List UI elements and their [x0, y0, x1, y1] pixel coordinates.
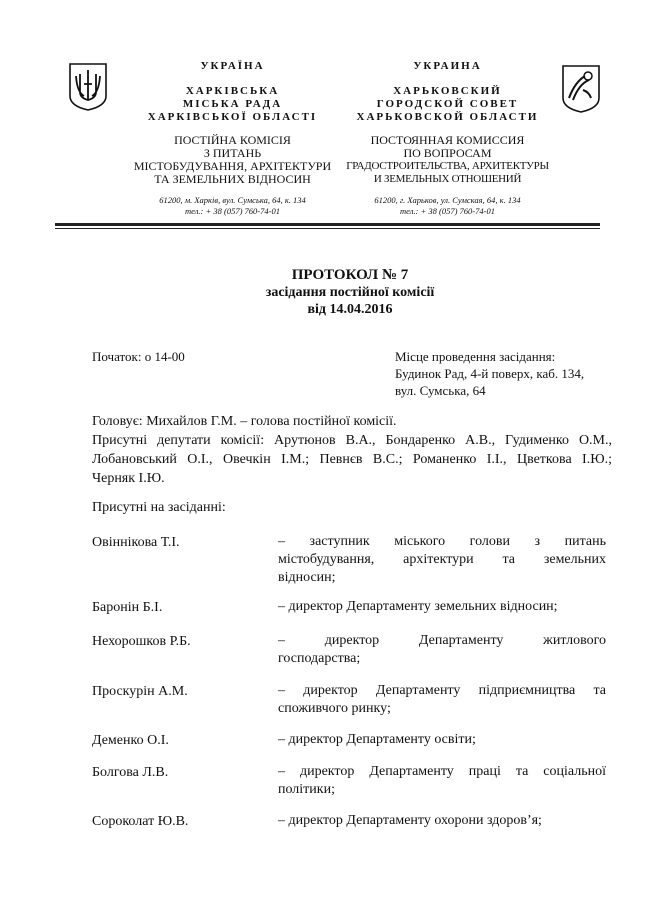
start-time: Початок: о 14-00 [92, 349, 185, 364]
attendee-role [278, 731, 606, 749]
attendee-name: Нехорошков Р.Б. [92, 634, 191, 649]
deputies-line2: Лобановський О.І., Овечкін І.М.; Певнєв В.С.; Романенко І.І., Цветкова І.Ю.; [92, 452, 612, 467]
commission-right-line1: ПОСТОЯННАЯ КОМИССИЯ [370, 133, 525, 147]
protocol-title: ПРОТОКОЛ № 7 [291, 267, 409, 283]
council-right-line2: ГОРОДСКОЙ СОВЕТ [376, 98, 519, 110]
country-right: УКРАИНА [413, 60, 482, 72]
protocol-subtitle: засідання постійної комісії [265, 285, 435, 300]
council-left-line2: МІСЬКА РАДА [182, 98, 283, 110]
role-line: – директор Департаменту праці та соціальної [278, 764, 606, 779]
attendee-name: Болгова Л.В. [92, 765, 169, 780]
header-left [125, 60, 340, 217]
role-line: політики; [278, 782, 335, 797]
place-line2: вул. Сумська, 64 [395, 383, 486, 398]
attendee-role [278, 682, 606, 718]
attendee-role [278, 598, 606, 616]
place-line1: Будинок Рад, 4-й поверх, каб. 134, [395, 366, 585, 381]
attendee-role [278, 812, 606, 830]
role-line: – директор Департаменту підприємництва та [278, 683, 606, 698]
deputies-line1: Присутні депутати комісії: Арутюнов В.А., Бондаренко А.В., Гудименко О.М., [92, 433, 612, 448]
commission-left-line1: ПОСТІЙНА КОМІСІЯ [174, 133, 291, 147]
role-line: споживчого ринку; [278, 701, 391, 716]
attendee-name: Сороколат Ю.В. [92, 814, 189, 829]
phone-left: тел.: + 38 (057) 760-74-01 [185, 206, 280, 216]
attendee-name: Баронін Б.І. [92, 600, 163, 615]
meeting-place [395, 348, 584, 399]
deputies-line3: Черняк І.Ю. [92, 471, 165, 486]
ukraine-trident-emblem [68, 62, 108, 112]
attendance-block [92, 412, 612, 488]
attendee-name: Овіннікова Т.І. [92, 535, 180, 550]
attendee-name: Деменко О.І. [92, 733, 169, 748]
commission-left-line3: МІСТОБУДУВАННЯ, АРХІТЕКТУРИ [133, 159, 332, 173]
role-line: містобудування, архітектури та земельних [278, 552, 606, 567]
attendee-name: Проскурін А.М. [92, 684, 188, 699]
attendees-heading: Присутні на засіданні: [92, 500, 226, 515]
header-rule-thin [55, 228, 600, 229]
chair-line: Головує: Михайлов Г.М. – голова постійної комісії. [92, 414, 397, 429]
council-left-line3: ХАРКІВСЬКОЇ ОБЛАСТІ [147, 111, 318, 123]
commission-left-line2: З ПИТАНЬ [203, 146, 262, 160]
commission-right-line2: ПО ВОПРОСАМ [403, 146, 492, 160]
role-line: господарства; [278, 651, 361, 666]
role-line: – директор Департаменту земельних відносин; [278, 599, 558, 614]
commission-left-line4: ТА ЗЕМЕЛЬНИХ ВІДНОСИН [154, 172, 311, 186]
role-line: відносин; [278, 570, 336, 585]
header-right [340, 60, 555, 217]
address-right: 61200, г. Харьков, ул. Сумская, 64, к. 134 [374, 195, 521, 205]
role-line: – директор Департаменту охорони здоров’я; [278, 813, 542, 828]
address-left: 61200, м. Харків, вул. Сумська, 64, к. 134 [159, 195, 306, 205]
country-left: УКРАЇНА [200, 60, 265, 72]
role-line: – директор Департаменту житлового [278, 633, 606, 648]
council-left-line1: ХАРКІВСЬКА [185, 85, 280, 97]
attendee-role [278, 533, 606, 587]
header-rule-thick [55, 223, 600, 226]
council-right-line1: ХАРЬКОВСКИЙ [393, 85, 502, 97]
attendee-role [278, 763, 606, 799]
role-line: – директор Департаменту освіти; [278, 732, 476, 747]
kharkiv-city-emblem [561, 64, 601, 114]
commission-right-line3: ГРАДОСТРОИТЕЛЬСТВА, АРХИТЕКТУРЫ [346, 160, 549, 172]
council-right-line3: ХАРЬКОВСКОЙ ОБЛАСТИ [356, 111, 539, 123]
phone-right: тел.: + 38 (057) 760-74-01 [400, 206, 495, 216]
place-label: Місце проведення засідання: [395, 349, 556, 364]
commission-right-line4: И ЗЕМЕЛЬНЫХ ОТНОШЕНИЙ [373, 173, 522, 185]
protocol-date: від 14.04.2016 [307, 302, 393, 317]
role-line: – заступник міського голови з питань [278, 534, 606, 549]
attendee-role [278, 632, 606, 668]
protocol-heading [55, 266, 645, 318]
